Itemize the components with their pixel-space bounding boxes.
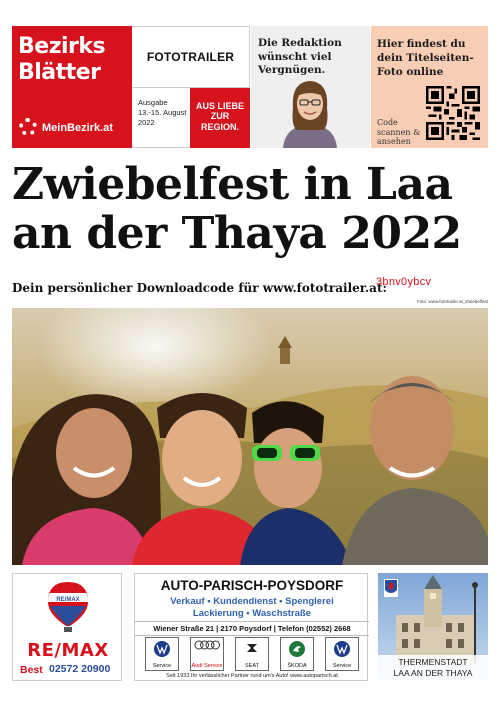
qr-note: Code scannen & ansehen: [377, 118, 421, 147]
vw-nutzfahrzeuge-badge: [325, 637, 359, 671]
editor-portrait: [273, 78, 347, 148]
headline-line1: Zwiebelfest in Laa: [12, 159, 453, 210]
download-code[interactable]: 3bnv0ybcv: [376, 276, 432, 288]
vw-icon: [333, 640, 351, 658]
remax-brand: RE/MAX: [27, 640, 109, 661]
seat-badge: [235, 637, 269, 671]
photo-credit: Foto: www.fototrailer.at_Zwiebelfest: [416, 299, 488, 304]
auto-services-2: Lackierung • Waschstraße: [192, 608, 312, 619]
brand-logos: [145, 637, 359, 671]
vw-service-badge: [145, 637, 179, 671]
issue-info: [132, 88, 189, 148]
slogan-line2: ZUR: [210, 111, 230, 122]
redaktion-box: [251, 26, 370, 148]
logo-website: MeinBezirk.at: [42, 122, 113, 134]
skoda-badge: [280, 637, 314, 671]
audi-service-badge: [190, 637, 224, 671]
bezirksblaetter-logo[interactable]: [12, 26, 132, 148]
family-photo-illustration: [12, 308, 488, 565]
logo-line1: Bezirks: [18, 34, 106, 59]
fototrailer-box: [132, 26, 250, 88]
remax-sub: Best: [20, 664, 43, 676]
qr-text: Hier findest du dein Titelseiten-Foto online: [377, 38, 474, 79]
meinbezirk-icon: [19, 118, 37, 136]
vw-icon: [153, 640, 171, 658]
remax-balloon-text: RE/MAX: [56, 597, 80, 603]
issue-year: 2022: [138, 118, 155, 128]
auto-parisch-ad[interactable]: [134, 573, 368, 681]
auto-title: AUTO-PARISCH-POYSDORF: [160, 578, 344, 593]
redaktion-text: Die Redaktion wünscht viel Vergnügen.: [258, 37, 342, 77]
brand-label: Service: [332, 662, 352, 669]
issue-dates: 13.-15. August: [138, 108, 187, 118]
thermenstadt-caption: [378, 655, 488, 681]
brand-label: Service: [152, 662, 172, 669]
thermenstadt-ad[interactable]: [378, 573, 488, 681]
headline: [12, 160, 490, 259]
audi-rings-icon: [194, 640, 220, 650]
brand-label: SEAT: [245, 662, 259, 669]
slogan-line3: REGION.: [200, 121, 239, 132]
brand-label: Audi Service: [191, 662, 223, 669]
slogan-line1: AUS LIEBE: [195, 101, 244, 111]
headline-line2: an der Thaya 2022: [12, 208, 462, 260]
auto-address: Wiener Straße 21 | 2170 Poysdorf | Telefon (02552) 2668: [135, 621, 369, 636]
qr-code-icon[interactable]: [426, 86, 480, 140]
remax-balloon-icon: [46, 580, 90, 634]
seat-icon: [244, 640, 260, 656]
remax-ad[interactable]: [12, 573, 122, 681]
skoda-icon: [288, 640, 306, 658]
brand-label: ŠKODA: [287, 662, 307, 669]
qr-box[interactable]: [371, 26, 488, 148]
auto-services-1: Verkauf • Kundendienst • Spenglerei: [170, 596, 334, 607]
download-code-label: Dein persönlicher Downloadcode für www.fototrailer.at:: [12, 281, 387, 295]
thermenstadt-line1: THERMENSTADT: [398, 657, 468, 667]
fototrailer-title: FOTOTRAILER: [146, 50, 235, 64]
logo-line2: Blätter: [18, 60, 101, 85]
thermenstadt-line2: LAA AN DER THAYA: [393, 667, 473, 678]
slogan-box: [190, 88, 250, 148]
remax-phone[interactable]: 02572 20900: [49, 663, 111, 675]
auto-footer: Seit 1933 Ihr verlässlicher Partner rund um's Auto! www.autoparisch.at: [166, 673, 338, 679]
issue-label: Ausgabe: [138, 98, 168, 107]
main-photo: [12, 308, 488, 565]
